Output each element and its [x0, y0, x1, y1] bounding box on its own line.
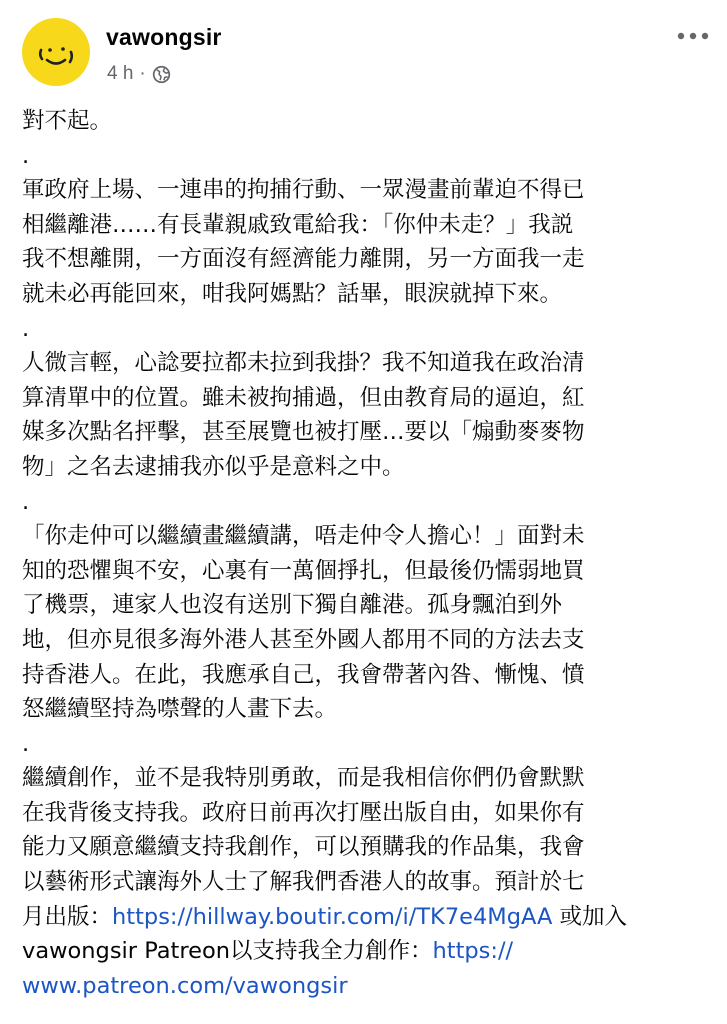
post-text-segment: .	[22, 315, 30, 342]
post-text-line	[22, 450, 712, 485]
post-text-segment: 在我背後支持我。政府日前再次打壓出版自由，如果你有	[22, 799, 585, 826]
post-text-line	[22, 969, 712, 1004]
post-text-line	[22, 934, 712, 969]
post-time[interactable]: 4 h	[107, 63, 134, 84]
post-text-segment: 能力又願意繼續支持我創作，可以預購我的作品集，我會	[22, 834, 585, 861]
post-text-segment: 怒繼續堅持為噤聲的人畫下去。	[22, 696, 338, 723]
post-text-line	[22, 692, 712, 727]
post-text-line	[22, 865, 712, 900]
avatar[interactable]	[22, 18, 90, 86]
post-header	[22, 18, 712, 88]
post-text-line	[22, 623, 712, 658]
post-text-segment: 繼續創作，並不是我特別勇敢，而是我相信你們仍會默默	[22, 765, 585, 792]
post-link[interactable]: https://hillway.boutir.com/i/TK7e4MgAA	[112, 903, 553, 930]
more-options-icon[interactable]	[676, 26, 710, 46]
post-text-segment: 就未必再能回來，咁我阿媽點？話畢，眼淚就掉下來。	[22, 280, 563, 307]
post-text-line	[22, 900, 712, 935]
post-text-line	[22, 554, 712, 589]
post-text-segment: 月出版：	[22, 903, 113, 930]
post-text-segment: 「你走仲可以繼續畫繼續講，唔走仲令人擔心！」面對未	[22, 523, 585, 550]
post-text-segment: 以藝術形式讓海外人士了解我們香港人的故事。預計於七	[22, 869, 585, 896]
post-text-line	[22, 727, 712, 762]
post-text-segment: 或加入	[552, 903, 628, 930]
post-link[interactable]: https://	[432, 938, 514, 965]
post-text-line	[22, 796, 712, 831]
post-text-segment: .	[22, 730, 30, 757]
post-text-segment: 人微言輕，心諗要拉都未拉到我掛？我不知道我在政治清	[22, 350, 585, 377]
post-text-line	[22, 830, 712, 865]
post-text-line	[22, 104, 712, 139]
post-text-line	[22, 588, 712, 623]
post-text-segment: vawongsir Patreon以支持我全力創作：	[22, 938, 433, 965]
post-text-segment: 對不起。	[22, 108, 113, 134]
globe-icon[interactable]	[152, 65, 171, 84]
post-text-line	[22, 242, 712, 277]
post-text-segment: .	[22, 488, 30, 515]
post-text	[22, 104, 712, 1003]
post-text-line	[22, 346, 712, 381]
post-text-segment: 媒多次點名抨擊，甚至展覽也被打壓…要以「煽動麥麥物	[22, 419, 585, 446]
post-text-segment: 物」之名去逮捕我亦似乎是意料之中。	[22, 453, 405, 480]
post-text-segment: 算清單中的位置。雖未被拘捕過，但由教育局的逼迫，紅	[22, 384, 585, 411]
post-text-line	[22, 485, 712, 520]
post-text-line	[22, 761, 712, 796]
post-text-segment: 軍政府上場、一連串的拘捕行動、一眾漫畫前輩迫不得已	[22, 177, 585, 204]
post-text-segment: 了機票，連家人也沒有送別下獨自離港。孤身飄泊到外	[22, 592, 563, 619]
post-text-line	[22, 208, 712, 243]
post-meta	[107, 63, 171, 85]
post-text-line	[22, 658, 712, 693]
post-text-line	[22, 381, 712, 416]
post-text-line	[22, 277, 712, 312]
author-name[interactable]: vawongsir	[106, 24, 222, 50]
meta-separator: ·	[139, 63, 146, 84]
post-text-line	[22, 173, 712, 208]
post-text-line	[22, 139, 712, 174]
post-text-line	[22, 415, 712, 450]
post-text-segment: 相繼離港……有長輩親戚致電給我：「你仲未走？」我説	[22, 211, 574, 238]
post-text-segment: 我不想離開，一方面沒有經濟能力離開，另一方面我一走	[22, 246, 585, 273]
post-text-segment: 持香港人。在此，我應承自己，我會帶著內咎、慚愧、憤	[22, 661, 585, 688]
post-link[interactable]: www.patreon.com/vawongsir	[22, 972, 348, 999]
post-text-segment: 知的恐懼與不安，心裏有一萬個掙扎，但最後仍懦弱地買	[22, 557, 585, 584]
smiley-face-icon	[22, 18, 90, 86]
post-text-line	[22, 519, 712, 554]
post-text-segment: 地，但亦見很多海外港人甚至外國人都用不同的方法去支	[22, 626, 585, 653]
post-text-line	[22, 312, 712, 347]
post-text-segment: .	[22, 142, 30, 169]
